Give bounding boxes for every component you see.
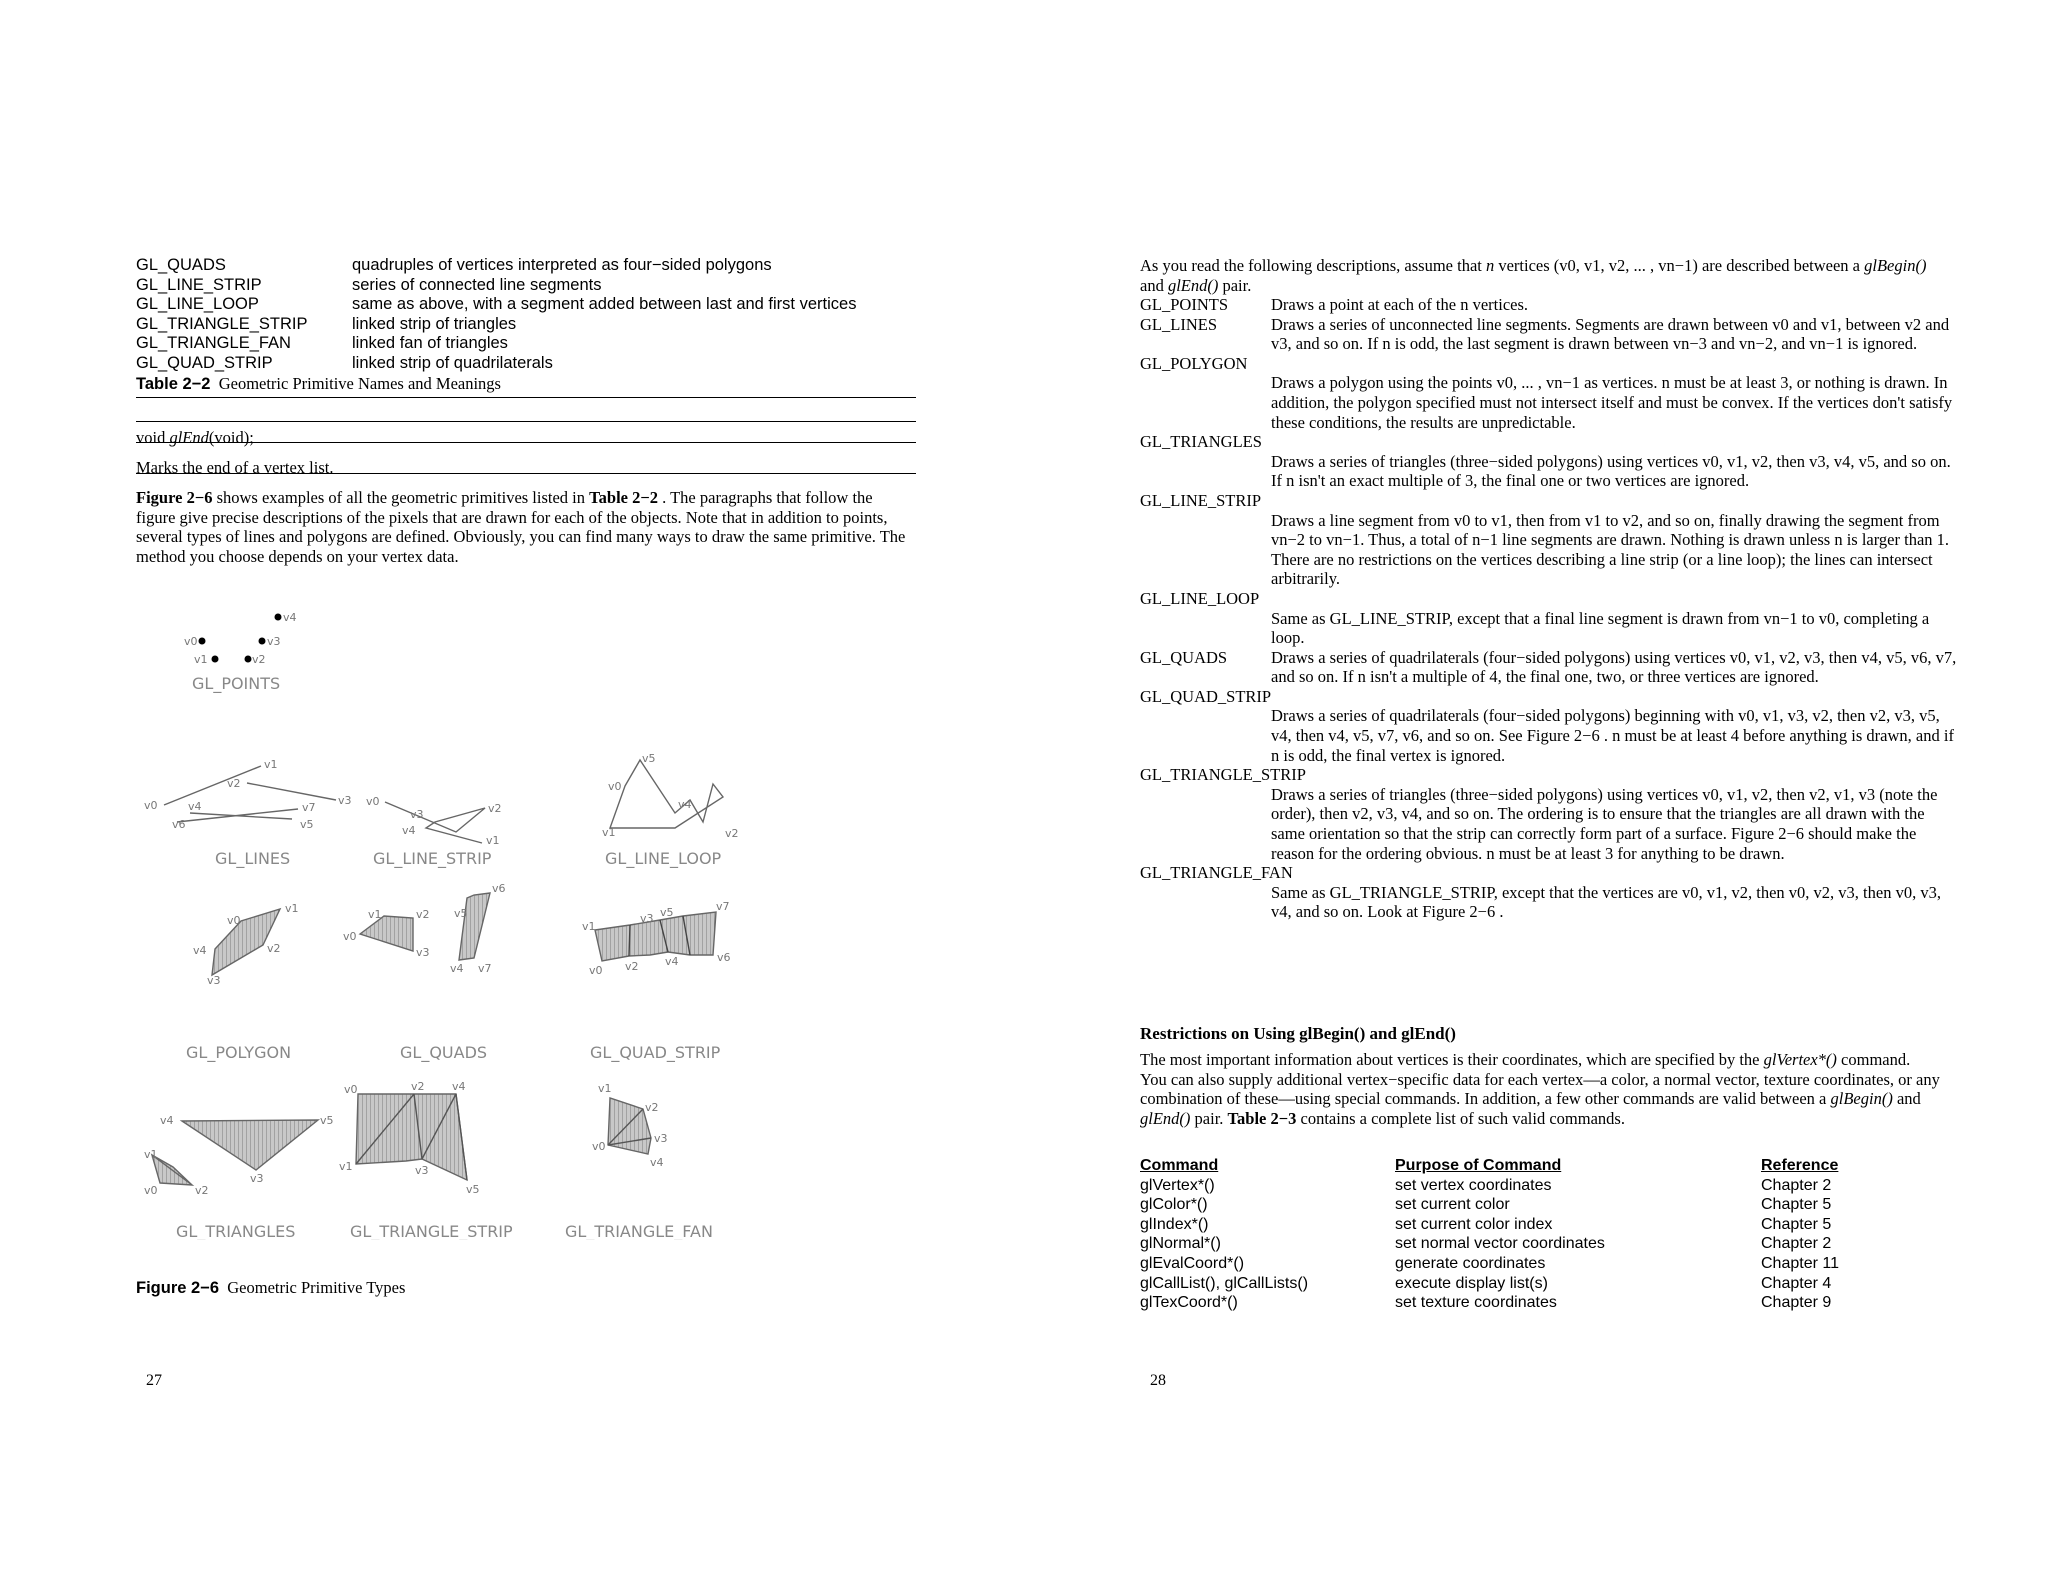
polygon-diagram <box>186 902 299 1063</box>
table-row <box>1140 1234 1980 1254</box>
quads-label: GL_QUADS <box>400 1043 488 1062</box>
table-cell: set current color index <box>1395 1215 1553 1233</box>
svg-text:v4: v4 <box>188 800 202 813</box>
svg-text:v4: v4 <box>450 962 464 975</box>
triangle-fan-diagram <box>565 1082 713 1240</box>
table-cell: Chapter 4 <box>1761 1274 1832 1292</box>
vertex-dot <box>199 638 206 645</box>
svg-text:v4: v4 <box>402 824 416 837</box>
column-header: Command <box>1140 1157 1219 1174</box>
section-func: glBegin() <box>1830 1089 1893 1109</box>
intro-text: As you read the following descriptions, assume that <box>1140 256 1486 275</box>
vertex-dot <box>275 614 282 621</box>
table-header <box>1140 1156 1980 1176</box>
svg-text:v2: v2 <box>195 1184 209 1197</box>
svg-text:v3: v3 <box>338 794 352 807</box>
table-row <box>136 315 916 335</box>
svg-text:v0: v0 <box>589 964 603 977</box>
definition-body: Draws a series of triangles (three−sided polygons) using vertices v0, v1, v2, then v3, v4, v5, and so on. If n isn't an exact multiple of 3, the final one or two vertices are ignored. <box>1271 451 1951 491</box>
definition-body: Same as GL_LINE_STRIP, except that a final line segment is drawn from vn−1 to v0, completing a loop. <box>1271 608 1930 648</box>
table-ref: Table 2−2 <box>589 488 659 507</box>
svg-text:v3: v3 <box>654 1132 668 1145</box>
definition-body: Draws a series of quadrilaterals (four−sided polygons) using vertices v0, v1, v2, v3, then v4, v5, v6, v7, and so on. If n isn't a multiple of 4, the final one, two, or three vertices are ignored. <box>1271 647 1957 687</box>
svg-text:v1: v1 <box>339 1160 353 1173</box>
svg-text:v0: v0 <box>227 914 241 927</box>
primitive-definitions <box>1140 295 1960 922</box>
vertex-dot <box>245 656 252 663</box>
triangle-strip-label: GL_TRIANGLE_STRIP <box>350 1222 513 1240</box>
section-title: Restrictions on Using glBegin() and glEnd() <box>1140 1024 1456 1043</box>
intro-func: glBegin() <box>1864 256 1927 275</box>
definition-name: GL_POINTS <box>1140 295 1229 314</box>
triangles-diagram <box>144 1114 334 1240</box>
svg-text:v5: v5 <box>300 818 314 831</box>
svg-text:v1: v1 <box>194 653 208 666</box>
quads-diagram <box>343 882 506 1063</box>
glend-signature <box>136 428 254 448</box>
line-strip-diagram <box>366 795 502 869</box>
section-text: pair. <box>1190 1108 1228 1128</box>
table-row <box>1140 1176 1980 1196</box>
svg-text:v4: v4 <box>283 611 297 624</box>
svg-text:v4: v4 <box>160 1114 174 1127</box>
svg-text:v2: v2 <box>488 802 502 815</box>
figure-ref: Figure 2−6 <box>136 488 213 507</box>
svg-text:v0: v0 <box>592 1140 606 1153</box>
svg-text:v5: v5 <box>320 1114 334 1127</box>
table-cell: Chapter 5 <box>1761 1215 1832 1233</box>
definition-name: GL_POLYGON <box>1140 353 1248 373</box>
triangle-strip-diagram <box>339 1080 513 1240</box>
definition-body: Same as GL_TRIANGLE_STRIP, except that the vertices are v0, v1, v2, then v0, v2, v3, then v0, v3, v4, and so on. Look at Figure 2−6 . <box>1271 882 1941 922</box>
table-cell: Chapter 2 <box>1761 1176 1832 1194</box>
svg-text:v1: v1 <box>598 1082 612 1095</box>
svg-text:v3: v3 <box>207 974 221 987</box>
primitive-types-figure <box>130 600 930 1240</box>
line-strip-label: GL_LINE_STRIP <box>373 849 492 868</box>
table-cell: glIndex*() <box>1140 1215 1209 1233</box>
definition-line-strip <box>1140 491 1960 589</box>
table-row <box>1140 1195 1980 1215</box>
svg-text:v5: v5 <box>642 752 656 765</box>
para-text: shows examples of all the geometric primitives listed in <box>212 488 590 507</box>
primitive-meaning: series of connected line segments <box>352 275 602 294</box>
table-cell: glColor*() <box>1140 1196 1208 1214</box>
table-row <box>136 276 916 296</box>
svg-text:v5: v5 <box>660 906 674 919</box>
line-loop-diagram <box>602 752 739 869</box>
command-table <box>1140 1156 1980 1313</box>
definition-name: GL_LINES <box>1140 314 1217 334</box>
svg-text:v0: v0 <box>144 799 158 812</box>
svg-text:v4: v4 <box>452 1080 466 1093</box>
intro-paragraph <box>1140 256 1940 295</box>
triangle-fan-label: GL_TRIANGLE_FAN <box>565 1222 713 1240</box>
table-cell: set current color <box>1395 1196 1510 1214</box>
glend-description: Marks the end of a vertex list. <box>136 458 334 477</box>
points-diagram <box>184 611 297 694</box>
table-row <box>136 354 916 374</box>
svg-text:v6: v6 <box>492 882 506 895</box>
lines-label: GL_LINES <box>215 849 291 868</box>
table-row <box>1140 1274 1980 1294</box>
definition-name: GL_TRIANGLE_STRIP <box>1140 765 1306 785</box>
svg-text:v0: v0 <box>608 780 622 793</box>
table-cell: Chapter 5 <box>1761 1196 1832 1214</box>
svg-text:v5: v5 <box>454 907 468 920</box>
primitive-table <box>136 256 916 374</box>
vertex-dot <box>212 656 219 663</box>
figure-caption-text: Geometric Primitive Types <box>227 1278 406 1297</box>
intro-n: n <box>1485 256 1495 275</box>
primitive-name: GL_TRIANGLE_FAN <box>136 334 291 353</box>
svg-text:v3: v3 <box>250 1172 264 1185</box>
definition-quad-strip <box>1140 687 1960 765</box>
definition-triangle-fan <box>1140 863 1960 922</box>
definition-name: GL_QUAD_STRIP <box>1140 686 1272 706</box>
definition-body: Draws a series of unconnected line segments. Segments are drawn between v0 and v1, between v2 and v3, and so on. If n is odd, the last segment is drawn between vn−3 and vn−2, and vn−1 is ignored. <box>1271 314 1950 354</box>
definition-quads <box>1140 648 1960 687</box>
svg-text:v0: v0 <box>144 1184 158 1197</box>
table-cell: set vertex coordinates <box>1395 1176 1552 1194</box>
divider <box>136 442 916 443</box>
svg-text:v1: v1 <box>368 908 382 921</box>
table-caption-text: Geometric Primitive Names and Meanings <box>218 374 501 393</box>
svg-text:v0: v0 <box>184 635 198 648</box>
section-text: The most important information about vertices is their coordinates, which are specified by the <box>1140 1050 1764 1069</box>
svg-text:v4: v4 <box>665 955 679 968</box>
primitive-name: GL_QUAD_STRIP <box>136 353 273 372</box>
column-header: Reference <box>1761 1157 1839 1174</box>
figure-caption <box>136 1278 405 1298</box>
section-text: and <box>1892 1089 1921 1109</box>
primitive-meaning: quadruples of vertices interpreted as four−sided polygons <box>352 256 772 274</box>
definition-points <box>1140 295 1960 315</box>
svg-text:v4: v4 <box>650 1156 664 1169</box>
quad-strip-label: GL_QUAD_STRIP <box>590 1043 721 1062</box>
intro-text: pair. <box>1218 275 1252 295</box>
right-page <box>1024 0 2048 1582</box>
svg-text:v2: v2 <box>267 942 281 955</box>
svg-text:v0: v0 <box>344 1083 358 1096</box>
table-row <box>1140 1254 1980 1274</box>
svg-text:v3: v3 <box>267 635 281 648</box>
table-row <box>1140 1293 1980 1313</box>
table-cell: generate coordinates <box>1395 1254 1546 1272</box>
intro-text: vertices (v0, v1, v2, ... , vn−1) are described between a <box>1494 256 1865 275</box>
page-number: 27 <box>146 1372 162 1389</box>
table-cell: Chapter 2 <box>1761 1235 1832 1253</box>
intro-text: and <box>1140 275 1168 295</box>
svg-text:v2: v2 <box>725 827 739 840</box>
svg-text:v6: v6 <box>172 818 186 831</box>
section-text: command. You can also supply additional vertex−specific data for each vertex—a color, a normal vector, texture coordinates, or any combination of these—using special commands. In addition, a few other commands are valid between a <box>1140 1050 1940 1109</box>
svg-text:v1: v1 <box>264 758 278 771</box>
section-func: glEnd() <box>1140 1108 1191 1128</box>
primitive-meaning: linked fan of triangles <box>352 334 508 353</box>
table-row <box>1140 1215 1980 1235</box>
definition-name: GL_TRIANGLES <box>1140 432 1262 452</box>
section-func: glVertex*() <box>1763 1050 1837 1069</box>
table-cell: glEvalCoord*() <box>1140 1254 1245 1272</box>
definition-name: GL_QUADS <box>1140 647 1228 667</box>
definition-name: GL_LINE_LOOP <box>1140 588 1260 608</box>
svg-text:v3: v3 <box>415 1164 429 1177</box>
divider <box>136 473 916 474</box>
svg-text:v0: v0 <box>366 795 380 808</box>
polygon-label: GL_POLYGON <box>186 1043 292 1062</box>
table-caption <box>136 374 501 394</box>
definition-lines <box>1140 315 1960 354</box>
table-cell: glNormal*() <box>1140 1235 1221 1253</box>
definition-name: GL_LINE_STRIP <box>1140 490 1261 510</box>
svg-text:v3: v3 <box>416 946 430 959</box>
table-cell: set texture coordinates <box>1395 1294 1557 1312</box>
table-cell: glTexCoord*() <box>1140 1294 1238 1312</box>
primitive-name: GL_QUADS <box>136 256 226 274</box>
points-label: GL_POINTS <box>192 674 281 693</box>
definition-body: Draws a line segment from v0 to v1, then from v1 to v2, and so on, finally drawing the segment from vn−2 to vn−1. Thus, a total of n−1 line segments are drawn. Nothing is drawn unless n is larger than 1. There are no restrictions on the vertices describing a line strip (or a line loop); the lines can intersect arbitrarily. <box>1271 510 1950 589</box>
svg-text:v1: v1 <box>144 1148 158 1161</box>
glend-suffix: (void); <box>208 428 254 447</box>
svg-text:v3: v3 <box>640 912 654 925</box>
vertex-dot <box>259 638 266 645</box>
divider <box>136 421 916 422</box>
svg-text:v0: v0 <box>343 930 357 943</box>
svg-text:v2: v2 <box>645 1101 659 1114</box>
svg-text:v6: v6 <box>717 951 731 964</box>
svg-text:v1: v1 <box>486 834 500 847</box>
para-text: . The paragraphs that follow the figure give precise descriptions of the pixels that are drawn for each of the objects. Note that in addition to points, several types of lines and polygons are defined. Obviously, you can find many ways to draw the same primitive. The method you choose depends on your vertex data. <box>136 488 906 566</box>
definition-triangle-strip <box>1140 765 1960 863</box>
quad-strip-diagram <box>582 900 731 1063</box>
table-ref: Table 2−3 <box>1227 1108 1297 1128</box>
svg-text:v7: v7 <box>302 801 316 814</box>
lines-diagram <box>144 758 352 869</box>
table-caption-label: Table 2−2 <box>136 375 211 393</box>
glend-func: glEnd <box>169 428 209 447</box>
primitive-meaning: linked strip of triangles <box>352 314 517 333</box>
primitive-name: GL_LINE_LOOP <box>136 295 259 314</box>
definition-body: Draws a point at each of the n vertices. <box>1271 295 1529 314</box>
table-row <box>136 295 916 315</box>
svg-text:v2: v2 <box>625 960 639 973</box>
section-text: contains a complete list of such valid commands. <box>1296 1108 1625 1128</box>
definition-line-loop <box>1140 589 1960 648</box>
primitive-meaning: linked strip of quadrilaterals <box>352 353 553 372</box>
svg-text:v5: v5 <box>466 1183 480 1196</box>
svg-text:v1: v1 <box>285 902 299 915</box>
figure-caption-label: Figure 2−6 <box>136 1279 219 1297</box>
table-row <box>136 256 916 276</box>
triangles-label: GL_TRIANGLES <box>176 1222 296 1240</box>
svg-text:v4: v4 <box>193 944 207 957</box>
section-paragraph <box>1140 1050 1940 1128</box>
table-cell: Chapter 9 <box>1761 1294 1832 1312</box>
table-row <box>136 334 916 354</box>
table-cell: glCallList(), glCallLists() <box>1140 1274 1309 1292</box>
svg-text:v2: v2 <box>227 777 241 790</box>
svg-text:v1: v1 <box>582 920 596 933</box>
divider <box>136 397 916 398</box>
definition-body: Draws a series of triangles (three−sided polygons) using vertices v0, v1, v2, then v2, v1, v3 (note the order), then v2, v3, v4, and so on. The ordering is to ensure that the triangles are all drawn with the same orientation so that the strip can correctly form part of a surface. Figure 2−6 should make the reason for the ordering obvious. n must be at least 3 for anything to be drawn. <box>1271 784 1938 863</box>
definition-triangles <box>1140 432 1960 491</box>
column-header: Purpose of Command <box>1395 1157 1562 1174</box>
definition-polygon <box>1140 354 1960 432</box>
svg-text:v1: v1 <box>602 826 616 839</box>
table-cell: execute display list(s) <box>1395 1274 1548 1292</box>
table-cell: set normal vector coordinates <box>1395 1235 1605 1253</box>
definition-body: Draws a polygon using the points v0, ... , vn−1 as vertices. n must be at least 3, or nothing is drawn. In addition, the polygon specified must not intersect itself and must be convex. If the vertices don't satisfy these conditions, the results are unpredictable. <box>1271 373 1953 432</box>
primitive-name: GL_TRIANGLE_STRIP <box>136 314 308 333</box>
body-paragraph <box>136 488 916 566</box>
primitive-name: GL_LINE_STRIP <box>136 275 262 294</box>
svg-text:v3: v3 <box>410 808 424 821</box>
table-cell: Chapter 11 <box>1761 1254 1839 1272</box>
svg-text:v2: v2 <box>252 653 266 666</box>
svg-text:v7: v7 <box>716 900 730 913</box>
svg-text:v2: v2 <box>416 908 430 921</box>
intro-func: glEnd() <box>1167 275 1219 295</box>
svg-text:v7: v7 <box>478 962 492 975</box>
page-number: 28 <box>1150 1372 1166 1389</box>
glend-prefix: void <box>136 428 170 447</box>
table-cell: glVertex*() <box>1140 1176 1215 1194</box>
line-loop-label: GL_LINE_LOOP <box>605 849 722 868</box>
primitive-meaning: same as above, with a segment added between last and first vertices <box>352 295 857 314</box>
definition-name: GL_TRIANGLE_FAN <box>1140 863 1293 883</box>
definition-body: Draws a series of quadrilaterals (four−sided polygons) beginning with v0, v1, v3, v2, then v2, v3, v5, v4, then v4, v5, v7, v6, and so on. See Figure 2−6 . n must be at least 4 before anything is drawn, and if n is odd, the final vertex is ignored. <box>1271 706 1954 765</box>
svg-text:v4: v4 <box>678 798 692 811</box>
svg-text:v2: v2 <box>411 1080 425 1093</box>
